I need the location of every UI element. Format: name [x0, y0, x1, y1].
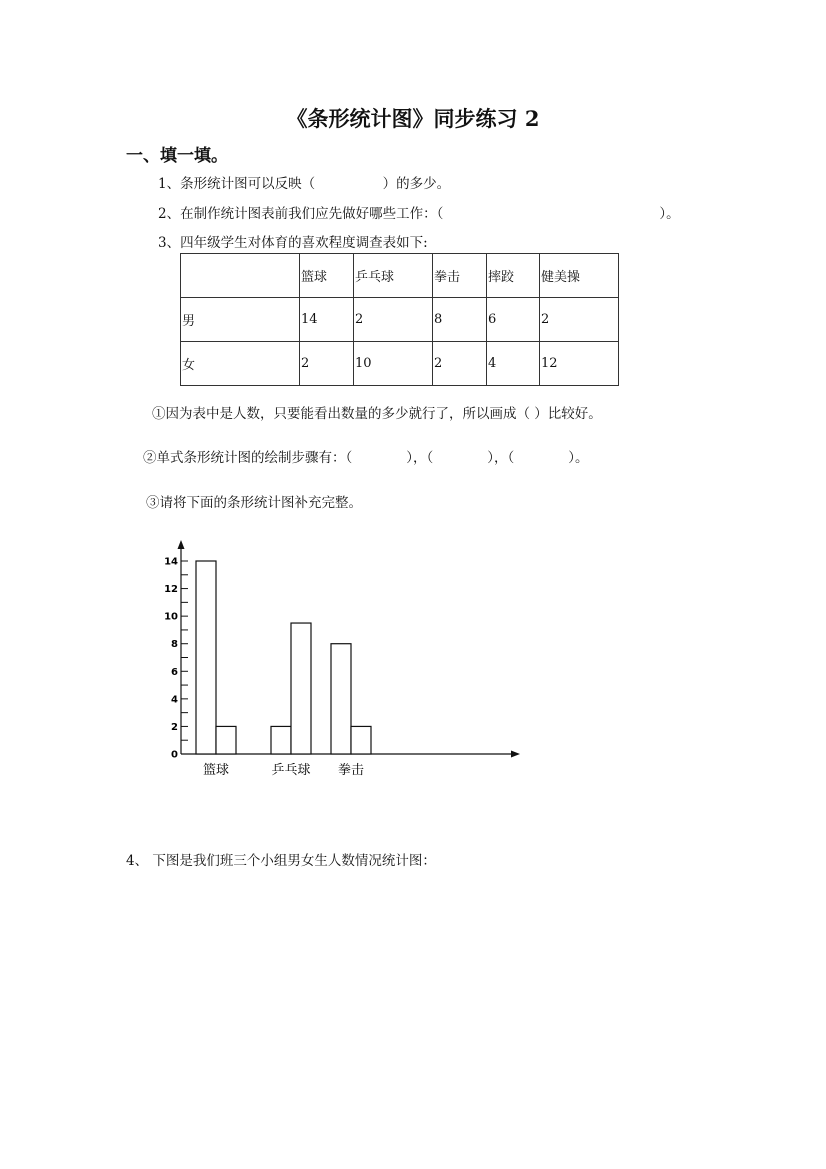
table-cell: 4 — [487, 342, 540, 386]
table-cell: 14 — [300, 298, 354, 342]
page-title: 《条形统计图》同步练习 2 — [286, 106, 540, 131]
chart-ticks — [164, 557, 188, 761]
bar — [196, 561, 216, 754]
y-tick-label: 0 — [171, 749, 178, 761]
y-tick-label: 12 — [164, 584, 178, 596]
bar — [331, 644, 351, 754]
y-tick-label: 6 — [171, 666, 178, 678]
bar — [271, 726, 291, 754]
bar — [291, 623, 311, 754]
y-tick-label: 8 — [171, 639, 178, 651]
y-tick-label: 4 — [171, 694, 178, 706]
y-tick-label: 2 — [171, 721, 178, 733]
y-axis-arrow — [178, 540, 185, 549]
question-4: 4、 下图是我们班三个小组男女生人数情况统计图： — [126, 853, 436, 869]
question-1: 1、条形统计图可以反映（ ）的多少。 — [158, 176, 451, 192]
y-tick-label: 14 — [164, 556, 178, 568]
table-cell: 6 — [487, 298, 540, 342]
table-cell: 男 — [181, 298, 300, 342]
x-category-label: 篮球 — [202, 763, 230, 778]
bar — [351, 726, 371, 754]
section-heading: 一、填一填。 — [126, 146, 228, 166]
table-header-cell: 拳击 — [433, 254, 487, 298]
sub-question-3: ③请将下面的条形统计图补充完整。 — [146, 495, 362, 511]
x-category-label: 拳击 — [337, 763, 365, 778]
chart-bars — [196, 561, 371, 754]
x-category-label: 乒乓球 — [271, 763, 311, 778]
table-cell: 2 — [354, 298, 433, 342]
table-header-cell: 乒乓球 — [354, 254, 433, 298]
table-cell: 2 — [433, 342, 487, 386]
sub-question-1: ①因为表中是人数，只要能看出数量的多少就行了，所以画成（ ）比较好。 — [152, 406, 602, 422]
table-header-cell: 篮球 — [300, 254, 354, 298]
chart-categories — [203, 762, 364, 778]
question-2: 2、在制作统计图表前我们应先做好哪些工作：（ ）。 — [158, 206, 680, 222]
sub-question-2: ②单式条形统计图的绘制步骤有：（ ），（ ），（ ）。 — [143, 450, 589, 466]
table-header-cell: 摔跤 — [487, 254, 540, 298]
table-cell: 12 — [540, 342, 619, 386]
x-axis-arrow — [511, 751, 520, 758]
bar — [216, 726, 236, 754]
table-cell: 10 — [354, 342, 433, 386]
table-cell: 2 — [540, 298, 619, 342]
table-cell: 2 — [300, 342, 354, 386]
table-cell: 女 — [181, 342, 300, 386]
table-header-cell: 健美操 — [540, 254, 619, 298]
table-cell: 8 — [433, 298, 487, 342]
y-tick-label: 10 — [164, 611, 178, 623]
question-3: 3、四年级学生对体育的喜欢程度调查表如下: — [158, 235, 428, 251]
